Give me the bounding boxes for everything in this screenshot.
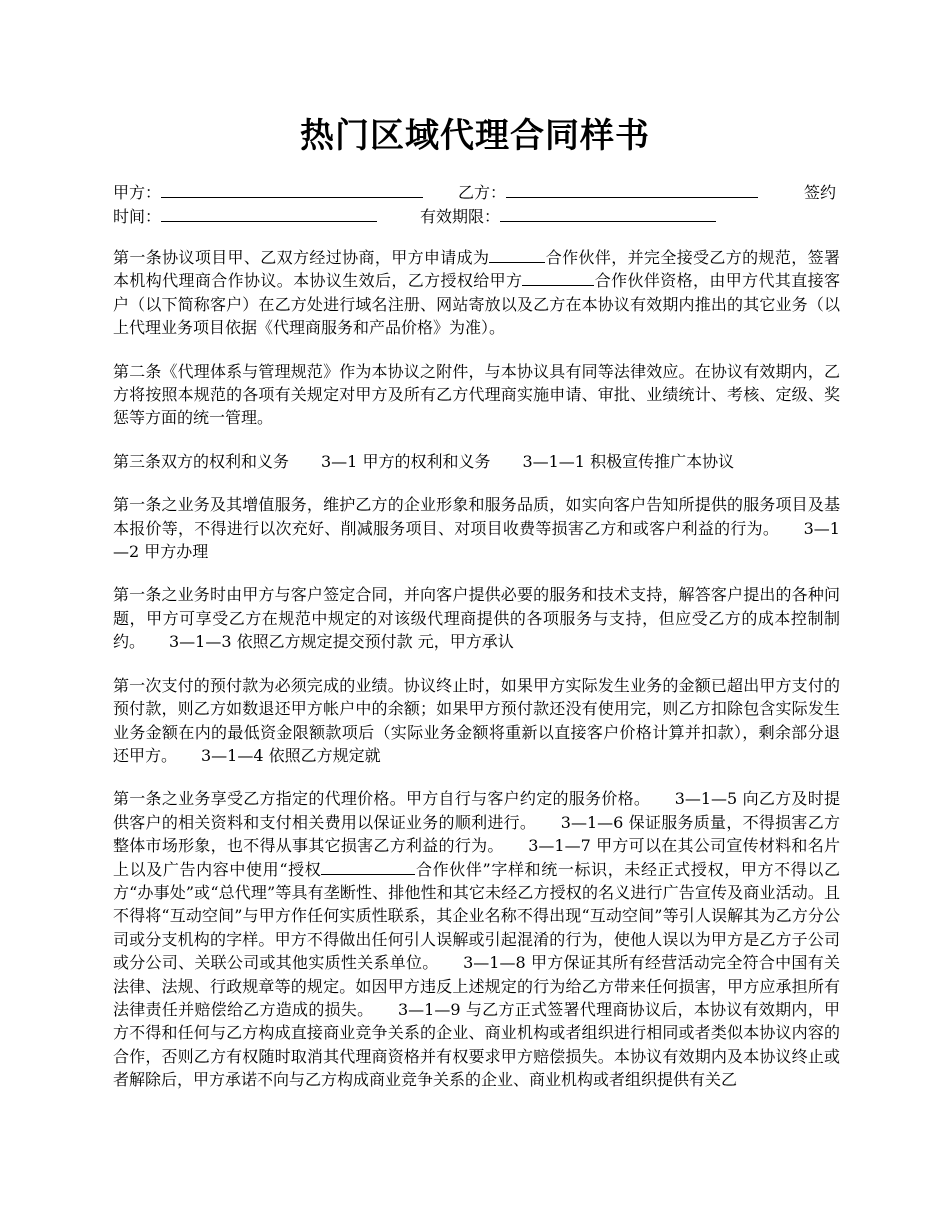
party-b-field — [458, 182, 758, 204]
paragraph-7: 第一条之业务享受乙方指定的代理价格。甲方自行与客户约定的服务价格。 3—1—5 向乙方及时提供客户的相关资料和支付相关费用以保证业务的顺利进行。 3—1—6 保证服务质量，不得损害乙方整体市场形象，也不得从事其它损害乙方利益的行为。 3—1—7 甲方可以在其公司宣传材料和名片上以及广告内容中使用“授权 合作伙伴”字样和统一标识，未经正式授权，甲方不得以乙方“办事处”或“总代理”等具有垄断性、排他性和其它未经乙方授权的名义进行广告宣传及商业活动。且不得将“互动空间”与甲方作任何实质性联系，其企业名称不得出现“互动空间”等引人误解其为乙方分公司或分支机构的字样。甲方不得做出任何引人误解或引起混淆的行为，使他人误以为甲方是乙方子公司或分公司、关联公司或其他实质性关系单位。 3—1—8 甲方保证其所有经营活动完全符合中国有关法律、法规、行政规章等的规定。如因甲方违反上述规定的行为给乙方带来任何损害，甲方应承担所有法律责任并赔偿给乙方造成的损失。 3—1—9 与乙方正式签署代理商协议后，本协议有效期内，甲方不得和任何与乙方构成直接商业竞争关系的企业、商业机构或者组织进行相同或者类似本协议内容的合作，否则乙方有权随时取消其代理商资格并有权要求甲方赔偿损失。本协议有效期内及本协议终止或者解除后，甲方承诺不向与乙方构成商业竞争关系的企业、商业机构或者组织提供有关乙 — [113, 789, 840, 1090]
party-b-blank — [506, 182, 758, 198]
paragraph-6: 第一次支付的预付款为必须完成的业绩。协议终止时，如果甲方实际发生业务的金额已超出甲方支付的预付款，则乙方如数退还甲方帐户中的余额；如果甲方预付款还没有使用完，则乙方扣除包含实际发生业务金额在内的最低资金限额款项后（实际业务金额将重新以直接客户价格计算并扣款），剩余部分退还甲方。 3—1—4 依照乙方规定就 — [113, 675, 840, 765]
paragraph-1: 第一条协议项目甲、乙双方经过协商，甲方申请成为 合作伙伴，并完全接受乙方的规范，签署本机构代理商合作协议。本协议生效后，乙方授权给甲方 合作伙伴资格，由甲方代其直接客户（以下简称客户）在乙方处进行域名注册、网站寄放以及乙方在本协议有效期内推出的其它业务（以上代理业务项目依据《代理商服务和产品价格》为准）。 — [113, 248, 840, 338]
paragraph-2: 第二条《代理体系与管理规范》作为本协议之附件，与本协议具有同等法律效应。在协议有效期内，乙方将按照本规范的各项有关规定对甲方及所有乙方代理商实施申请、审批、业绩统计、考核、定级、奖惩等方面的统一管理。 — [113, 361, 840, 428]
paragraph-3: 第三条双方的权利和义务 3—1 甲方的权利和义务 3—1—1 积极宣传推广本协议 — [113, 451, 735, 471]
party-a-blank — [161, 182, 423, 198]
sign-time-blank — [161, 206, 377, 222]
paragraph-5: 第一条之业务时由甲方与客户签定合同，并向客户提供必要的服务和技术支持，解答客户提出的各种问题，甲方可享受乙方在规范中规定的对该级代理商提供的各项服务与支持，但应受乙方的成本控制制约。 3—1—3 依照乙方规定提交预付款 元，甲方承认 — [113, 585, 840, 652]
validity-field — [420, 206, 716, 228]
authorized-partner-blank — [321, 860, 415, 875]
contract-body — [113, 246, 840, 1112]
document-title: 热门区域代理合同样书 — [300, 116, 650, 156]
sign-time-field — [113, 206, 377, 228]
validity-label: 有效期限： — [420, 207, 501, 226]
party-a-field — [113, 182, 423, 204]
partner-blank — [522, 271, 594, 286]
partner-blank — [489, 248, 545, 263]
paragraph-4: 第一条之业务及其增值服务，维护乙方的企业形象和服务品质，如实向客户告知所提供的服务项目及基本报价等，不得进行以次充好、削减服务项目、对项目收费等损害乙方和或客户利益的行为。 3—1—2 甲方办理 — [113, 495, 840, 562]
party-b-label: 乙方： — [458, 183, 507, 202]
sign-time-label-part2: 时间： — [113, 207, 162, 226]
party-a-label: 甲方： — [113, 183, 162, 202]
sign-time-label-part1: 签约 — [804, 183, 837, 202]
validity-blank — [500, 206, 716, 222]
